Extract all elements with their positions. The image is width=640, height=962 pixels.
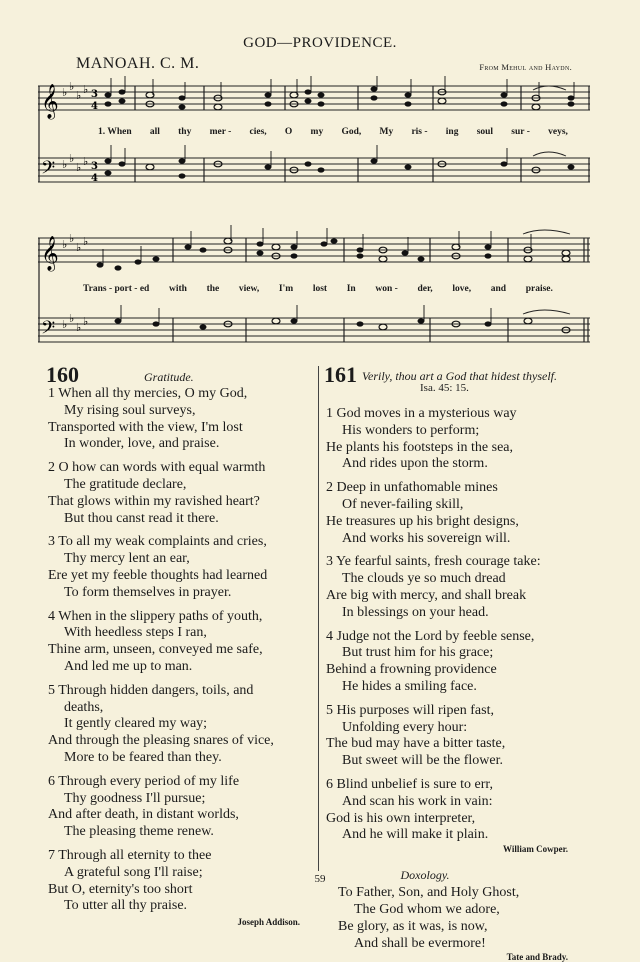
lyric-syllable: and [490,284,507,294]
stanza-line: The bud may have a bitter taste, [326,736,506,752]
stanza-line: Of never-failing skill, [342,496,464,512]
stanza-line: My rising soul surveys, [64,402,196,418]
scripture-reference: Isa. 45: 15. [420,382,469,394]
lyric-syllable: all [149,127,160,137]
svg-text:♭: ♭ [76,89,82,102]
lyric-syllable: veys, [548,127,568,137]
stanza-line: And through the pleasing snares of vice, [48,733,274,749]
stanza-line: 7 Through all eternity to thee [48,847,212,863]
hymn-160-author: Joseph Addison. [237,917,300,928]
svg-text:4: 4 [91,173,98,184]
stanza-line: 3 To all my weak complaints and cries, [48,534,267,550]
stanza-line: That glows within my ravished heart? [48,493,260,509]
hymn-161 [324,362,596,962]
lyrics-line-2 [83,284,553,294]
stanza-line: To form themselves in prayer. [64,584,232,600]
stanza-line: 1 God moves in a mysterious way [326,406,517,421]
svg-text:3: 3 [91,89,98,100]
lyric-syllable: view, [238,284,260,294]
lyrics-line-1 [98,127,568,137]
svg-text:♭: ♭ [76,241,82,254]
stanza-line: And rides upon the storm. [342,456,488,472]
stanza-line: But trust him for his grace; [342,645,494,661]
stanza-line: But sweet will be the flower. [342,753,503,769]
svg-text:𝄢: 𝄢 [41,318,56,343]
stanza-line: And works his sovereign will. [342,530,511,546]
hymn-161-text [326,406,596,844]
stanza-line: 4 When in the slippery paths of youth, [48,608,263,624]
hymn-title: Gratitude. [144,370,194,384]
lyric-syllable: ris - [411,127,428,137]
stanza-line: Unfolding every hour: [342,719,468,735]
hymn-title: Verily, thou art a God that hidest thyself. [362,369,557,383]
lyric-syllable: Trans - port - ed [83,284,150,294]
lyric-syllable: I'm [278,284,294,294]
svg-text:𝄢: 𝄢 [41,158,56,183]
stanza-line: Thine arm, unseen, conveyed me safe, [48,642,263,658]
svg-text:♭: ♭ [83,315,89,328]
stanza-line: And he will make it plain. [342,827,489,843]
lyric-syllable: praise. [525,284,553,294]
doxology-line: The God whom we adore, [354,901,500,917]
stanza-line: He plants his footsteps in the sea, [326,439,514,455]
lyric-syllable: cies, [249,127,267,137]
svg-text:4: 4 [91,101,98,112]
svg-text:♭: ♭ [83,155,89,168]
stanza-line: And led me up to man. [64,658,193,674]
stanza-line: Are big with mercy, and shall break [326,587,527,603]
doxology-text [338,885,596,952]
stanza-line: God is his own interpreter, [326,810,476,826]
lyric-syllable: der, [417,284,433,294]
lyric-syllable: lost [312,284,328,294]
svg-text:♭: ♭ [69,232,75,245]
lyric-syllable: with [168,284,187,294]
lyric-syllable: soul [476,127,494,137]
stanza-line: Thy mercy lent an ear, [64,551,190,567]
stanza-line: With heedless steps I ran, [64,625,207,641]
stanza-line: Thy goodness I'll pursue; [64,790,206,806]
doxology-line: To Father, Son, and Holy Ghost, [338,885,520,901]
hymn-160-text [48,386,308,915]
stanza-line: The clouds ye so much dread [342,571,506,587]
svg-text:♭: ♭ [69,312,75,325]
stanza-line: 6 Through every period of my life [48,773,240,789]
svg-text:♭: ♭ [62,318,68,331]
lyric-syllable: God, [341,127,362,137]
stanza-line: 1 When all thy mercies, O my God, [48,386,248,401]
stanza-line: He treasures up his bright designs, [326,513,519,529]
stanza-line: More to be feared than they. [64,749,222,765]
hymn-number: 160 [46,362,79,387]
lyric-syllable: thy [178,127,192,137]
tune-source: From Mehul and Haydn. [479,62,572,72]
svg-text:♭: ♭ [69,152,75,165]
page-number: 59 [314,873,326,885]
stanza-line: And scan his work in vain: [342,793,493,809]
stanza-line: The pleasing theme renew. [64,824,214,840]
svg-text:♭: ♭ [83,235,89,248]
stanza-line: A grateful song I'll raise; [64,864,203,880]
stanza-line: Ere yet my feeble thoughts had learned [48,567,268,583]
hymn-number: 161 [324,362,357,387]
section-header: GOD—PROVIDENCE. [243,35,397,51]
lyric-syllable: won - [375,284,398,294]
stanza-line: His wonders to perform; [342,422,480,438]
doxology-author: Tate and Brady. [506,952,568,962]
stanza-line: In wonder, love, and praise. [64,436,220,452]
svg-text:3: 3 [91,161,98,172]
stanza-line: In blessings on your head. [342,604,489,620]
stanza-line: 6 Blind unbelief is sure to err, [326,776,494,792]
lyric-syllable: My [379,127,394,137]
svg-text:♭: ♭ [62,238,68,251]
hymn-160 [46,362,308,927]
lyric-syllable: mer - [209,127,232,137]
stanza-line: Transported with the view, I'm lost [48,419,243,435]
svg-text:𝄞: 𝄞 [41,236,59,271]
hymn-161-author: William Cowper. [502,844,568,855]
lyric-syllable: my [310,127,324,137]
column-divider [318,366,319,871]
stanza-line: But O, eternity's too short [48,881,193,897]
stanza-line: 2 O how can words with equal warmth [48,460,266,476]
tune-name: MANOAH. C. M. [76,55,200,72]
stanza-line: And after death, in distant worlds, [48,807,239,823]
lyric-syllable: O [284,127,293,137]
stanza-line: It gently cleared my way; [64,716,208,732]
stanza-line: 3 Ye fearful saints, fresh courage take: [326,554,541,570]
svg-text:♭: ♭ [83,83,89,96]
stanza-line: The gratitude declare, [64,476,187,492]
stanza-line: Behind a frowning providence [326,662,497,678]
lyric-syllable: ing [445,127,459,137]
svg-text:♭: ♭ [69,80,75,93]
svg-text:𝄞: 𝄞 [41,84,59,119]
doxology-title: Doxology. [400,868,450,883]
svg-text:♭: ♭ [62,86,68,99]
stanza-line: deaths, [64,699,104,715]
lyric-syllable: sur - [511,127,530,137]
lyric-syllable: 1. When [98,127,132,137]
svg-text:♭: ♭ [62,158,68,171]
doxology-line: And shall be evermore! [354,935,486,951]
doxology-line: Be glory, as it was, is now, [338,918,488,934]
stanza-line: He hides a smiling face. [342,678,477,694]
svg-text:♭: ♭ [76,321,82,334]
lyric-syllable: love, [452,284,472,294]
lyric-syllable: the [206,284,220,294]
lyric-syllable: In [346,284,356,294]
svg-text:♭: ♭ [76,161,82,174]
stanza-line: But thou canst read it there. [64,510,219,526]
stanza-line: 5 His purposes will ripen fast, [326,702,494,718]
stanza-line: 2 Deep in unfathomable mines [326,480,498,496]
music-system-1 [38,76,590,200]
stanza-line: To utter all thy praise. [64,898,188,914]
stanza-line: 5 Through hidden dangers, toils, and [48,682,254,698]
stanza-line: 4 Judge not the Lord by feeble sense, [326,628,535,644]
